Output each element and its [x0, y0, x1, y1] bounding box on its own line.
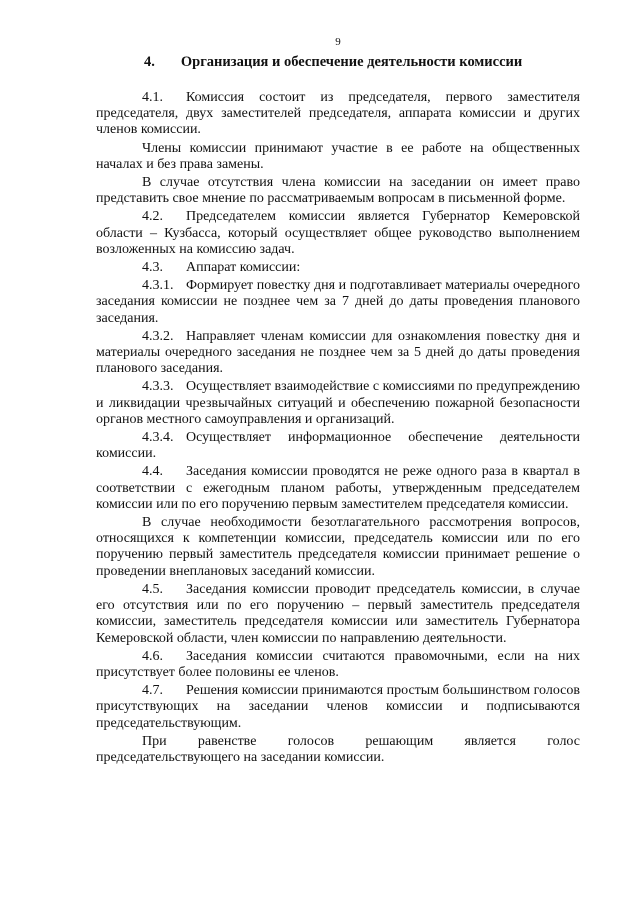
- paragraph-number: 4.2.: [142, 209, 163, 225]
- paragraph-text: В случае необходимости безотлагательного рассмотрения вопросов, относящихся к компетенции комиссии, председатель комиссии или по его поручению первый заместитель председателя комиссии принимает решение о проведении внеплановых заседаний комиссии.: [96, 515, 580, 579]
- paragraph: [96, 209, 580, 258]
- paragraph-text: Председателем комиссии является Губернатор Кемеровской области – Кузбасса, который осуществляет общее руководство выполнением возложенных на комиссию задач.: [96, 209, 580, 257]
- paragraph-number: 4.3.3.: [142, 379, 174, 395]
- paragraph: [96, 141, 580, 173]
- paragraph-text: Направляет членам комиссии для ознакомления повестку дня и материалы очередного заседания не позднее чем за 5 дней до даты проведения планового заседания.: [96, 328, 580, 377]
- paragraph-text: Осуществляет информационное обеспечение деятельности комиссии.: [96, 430, 580, 462]
- paragraph: [96, 430, 580, 462]
- section-heading: [96, 53, 580, 71]
- paragraph: [96, 329, 580, 378]
- paragraph: [96, 582, 580, 647]
- page-number: 9: [335, 36, 341, 48]
- paragraph: [96, 175, 580, 207]
- paragraph: [96, 515, 580, 580]
- paragraph-list: [96, 90, 580, 766]
- paragraph-text: В случае отсутствия члена комиссии на заседании он имеет право представить свое мнение по рассматриваемым вопросам в письменной форме.: [96, 175, 580, 207]
- section-title: Организация и обеспечение деятельности комиссии: [180, 54, 523, 70]
- paragraph-text: Члены комиссии принимают участие в ее работе на общественных началах и без права замены.: [96, 140, 580, 172]
- paragraph-number: 4.3.4.: [142, 430, 174, 446]
- paragraph-number: 4.6.: [142, 648, 163, 664]
- paragraph: [96, 683, 580, 732]
- paragraph: [96, 379, 580, 428]
- paragraph: [96, 649, 580, 681]
- paragraph-text: Заседания комиссии проводит председатель комиссии, в случае его отсутствия или по его поручению – первый заместитель председателя комиссии, заместитель председателя комиссии или заместитель Губернатора Кемеровской области, член комиссии по направлению деятельности.: [96, 581, 580, 646]
- paragraph-number: 4.7.: [142, 683, 163, 699]
- paragraph-text: Формирует повестку дня и подготавливает материалы очередного заседания комиссии не позднее чем за 7 дней до даты проведения планового заседания.: [96, 278, 580, 326]
- paragraph-text: Решения комиссии принимаются простым большинством голосов присутствующих на заседании членов комиссии и подписываются председательствующим.: [96, 683, 580, 731]
- document-page: [96, 36, 580, 768]
- paragraph-number: 4.5.: [142, 581, 163, 597]
- paragraph-number: 4.4.: [142, 464, 163, 480]
- section-number: 4.: [144, 54, 155, 70]
- paragraph-number: 4.1.: [142, 90, 163, 105]
- paragraph-text: Заседания комиссии проводятся не реже одного раза в квартал в соответствии с ежегодным планом работы, утвержденным председателем комиссии или по его поручению первым заместителем председателя комиссии.: [96, 464, 580, 512]
- paragraph-text: Комиссия состоит из председателя, первого заместителя председателя, двух заместителей председателя, аппарата комиссии и других членов комиссии.: [96, 90, 580, 138]
- paragraph-text: При равенстве голосов решающим является голос председательствующего на заседании комиссии.: [96, 733, 580, 765]
- paragraph: [96, 90, 580, 139]
- paragraph: [96, 260, 580, 276]
- paragraph-text: Заседания комиссии считаются правомочными, если на них присутствует более половины ее членов.: [96, 648, 580, 680]
- paragraph: [96, 278, 580, 327]
- paragraph-number: 4.3.1.: [142, 278, 174, 294]
- paragraph-text: Осуществляет взаимодействие с комиссиями по предупреждению и ликвидации чрезвычайных ситуаций и обеспечению пожарной безопасности органов местного самоуправления и организаций.: [96, 379, 580, 427]
- paragraph-number: 4.3.2.: [142, 328, 174, 344]
- paragraph-number: 4.3.: [142, 260, 163, 276]
- paragraph: [96, 734, 580, 766]
- paragraph-text: Аппарат комиссии:: [186, 260, 301, 276]
- paragraph: [96, 464, 580, 513]
